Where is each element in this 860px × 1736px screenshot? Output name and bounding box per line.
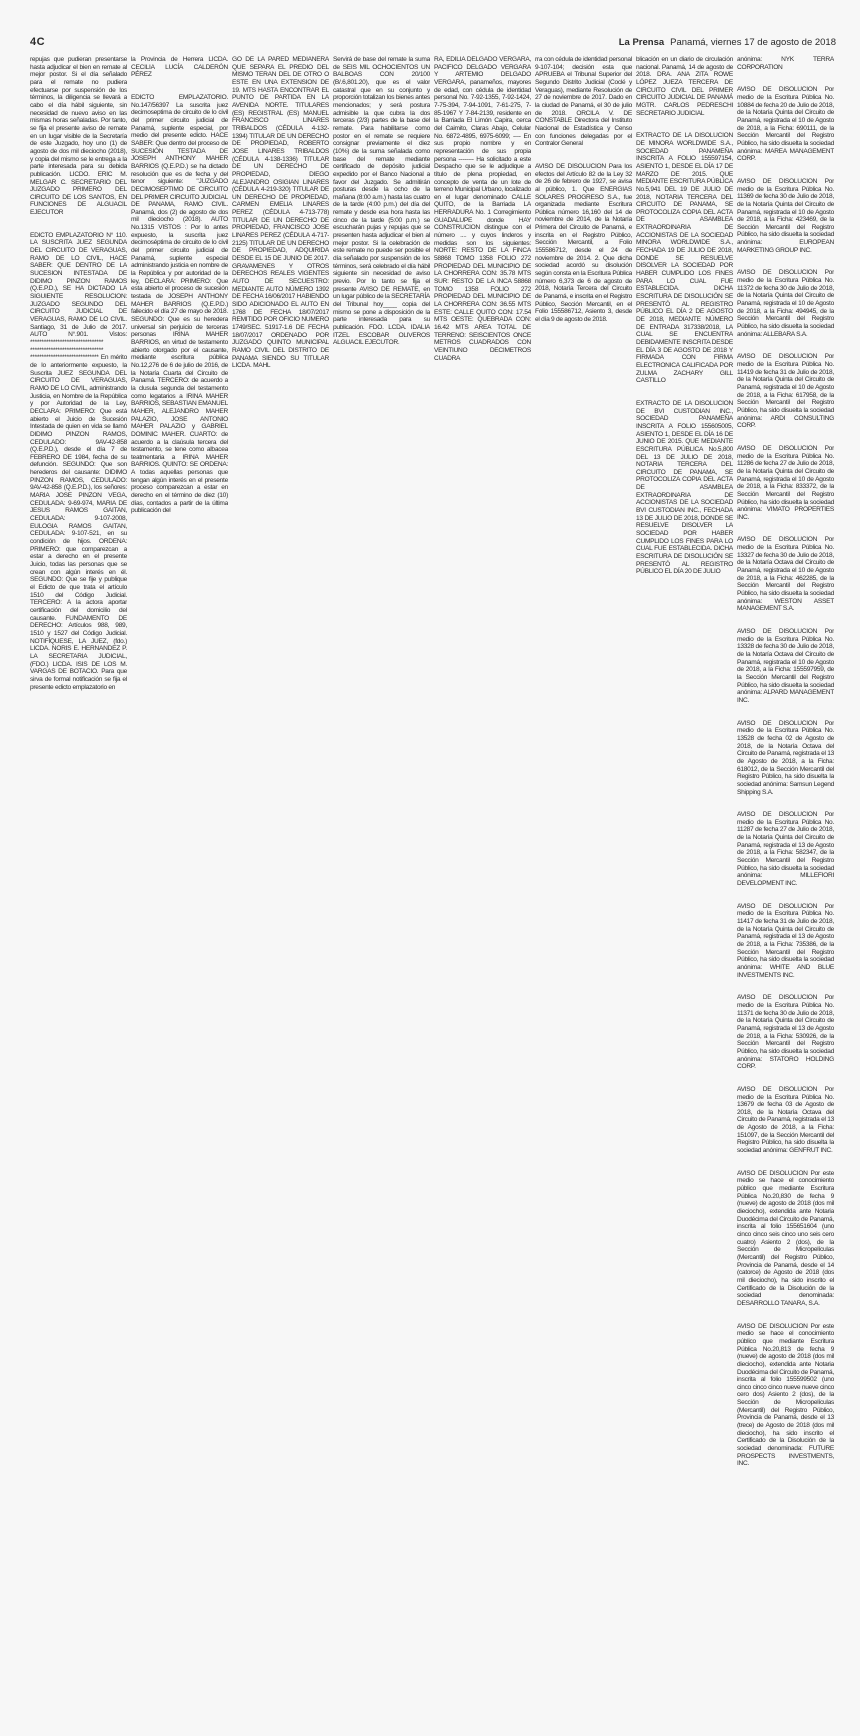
- legal-notice: AVISO DE DISOLUCION Para los efectos del Artículo 82 de la Ley 32 de 26 de febrero de 1927, se avisa al público, 1. Que ENERGIAS SOLARES PROGRESO S.A., fue organizada mediante Escritura Pública número 16,160 del 14 de noviembre de 2014, de la Notaría Primera del Circuito de Panamá, e inscrita en el Registro Público, Sección Mercantil, a Folio 155586712, desde el 24 de noviembre de 2014. 2. Que dicha sociedad acordó su disolución según consta en la Escritura Pública número 6,373 de 6 de agosto de 2018, Notaría Tercera del Circuito de Panamá, e inscrita en el Registro Público, Sección Mercantil, en el Folio 155586712, Asiento 3, desde el día 9 de agosto de 2018.: [535, 162, 632, 323]
- newspaper-name: La Prensa: [618, 37, 665, 48]
- legal-notice: anónima: NYK TERRA CORPORATION: [737, 56, 834, 71]
- column-7: [636, 56, 733, 1726]
- legal-notice: AVISO DE DISOLUCION Por este medio se hace el conocimiento público que mediante Escritura Pública No.20,830 de fecha 9 (nueve) de agosto de 2018 (dos mil dieciocho), extendida ante Notaria Duodécima del Circuito de Panamá, inscrita al folio 155651604 (uno cinco cinco seis cinco uno seis cero cuatro) Asiento 2 (dos), de la Sección de Micropelículas (Mercantil) del Registro Público, Provincia de Panamá, desde el 14 (catorce) de Agosto de 2018 (dos mil dieciocho), ha sido inscrito el Certificado de la Disolución de la sociedad denominada: DESARROLLO TANARA, S.A.: [737, 1169, 834, 1307]
- column-6: [535, 56, 632, 1726]
- legal-notice: rra con cédula de identidad personal 9-107-104; decisión esta que APRUEBA el Tribunal Superior del Segundo Distrito Judicial (Coclé y Veraguas), mediante Resolución de 27 de noviembre de 2017. Dado en la ciudad de Panamá, el 30 de julio de 2018. ORCILA V. DE CONSTABLE Directora del Instituto Nacional de Estadística y Censo con funciones delegadas por el Contralor General: [535, 56, 632, 148]
- page-header: [619, 37, 836, 48]
- column-8: [737, 56, 834, 1726]
- legal-notice: blicación en un diario de circulación nacional. Panamá, 14 de agosto de 2018. DRA. ANA ZITA ROWE LÓPEZ JUEZA TERCERA DE CIRCUITO CIVIL DEL PRIMER CIRCUITO JUDICIAL DE PANAMÁ MGTR. CARLOS PEDRESCHI SECRETARIO JUDICIAL: [636, 56, 733, 117]
- issue-date: Panamá, viernes 17 de agosto de 2018: [670, 37, 836, 48]
- legal-notice: AVISO DE DISOLUCION Por medio de la Escritura Pública No. 13528 de fecha 02 de Agosto de 2018, de la Notaría Octava del Circuito de Panamá, registrada el 13 de Agosto de 2018, a la Ficha: 618012, de la Sección Mercantil del Registro Público, ha sido disuelta la sociedad anónima: Samsun Legend Shipping S.A.: [737, 719, 834, 796]
- column-3: [232, 56, 329, 1726]
- legal-notice: la Provincia de Herrera LICDA. CECILIA LUCÍA CALDERÓN PÉREZ: [131, 56, 228, 79]
- legal-notice: AVISO DE DISOLUCION Por medio de la Escritura Pública No. 10884 de fecha 20 de Julio de 2018, de la Notaría Quinta del Circuito de Panamá, registrada el 10 de Agosto de 2018, a la Ficha: 690111, de la Sección Mercantil del Registro Público, ha sido disuelta la sociedad anónima: MAREA MANAGEMENT CORP.: [737, 86, 834, 163]
- column-5: [434, 56, 531, 1726]
- legal-notice: EDICTO EMPLAZATORIO N° 110. LA SUSCRITA JUEZ SEGUNDA DEL CIRCUITO DE VERAGUAS, RAMO DE LO CIVIL, HACE SABER: QUE DENTRO DE LA SUCESION INTESTADA DE DIDIMO PINZON RAMOS (Q.E.P.D.), SE HA DICTADO LA SIGUIENTE RESOLUCION: JUZGADO SEGUNDO DEL CIRCUITO JUDICIAL DE VERAGUAS, RAMO DE LO CIVIL. Santiago, 31 de Julio de 2017. AUTO N°.901. Vistos: ******************************** ******************************** ****************************** En mérito de lo anteriormente expuesto, la Suscrita JUEZ SEGUNDA DEL CIRCUITO DE VERAGUAS, RAMO DE LO CIVIL, administrando Justicia, en Nombre de la República y por Autoridad de la Ley, DECLARA: PRIMERO: Que está abierto el Juicio de Sucesión Intestada de quien en vida se llamó DIDIMO PINZON RAMOS, CEDULADO: 9AV-42-858 (Q.E.P.D.), desde el día 7 de FEBRERO DE 1984, fecha de su defunción. SEGUNDO: Que son herederos del causante: DIDIMO PINZON RAMOS, CEDULADO: 9AV-42-858 (Q.E.P.D.), los señores: MARIA JOSE PINZON VEGA, CEDULADA: 9-69-974, MARIA DE JESUS RAMOS GAITAN, CEDULADA: 9-107-2008, EULOGIA RAMOS GAITAN, CEDULADA: 9-107-521, en su condición de hijos. ORDENA: PRIMERO: que comparezcan a estar a derecho en el presente Juicio, todas las personas que se crean con algún interés en él. SEGUNDO: Que se fije y publique el Edicto de que trata el artículo 1510 del Código Judicial. TERCERO: A la actora aportar certificación del domicilio del causante. FUNDAMENTO DE DERECHO: Artículos 988, 989, 1510 y 1527 del Código Judicial. NOTIFÍQUESE, LA JUEZ, (fdo.) LICDA. NORIS E. HERNANDEZ P. LA SECRETARIA JUDICIAL, (FDO.) LICDA. ISIS DE LOS M. VARGAS DE BOTACIO. Para que sirva de formal notificación se fija el presente edicto emplazatorio en: [30, 231, 127, 691]
- legal-notice: AVISO DE DISOLUCION Por este medio se hace el conocimiento público que mediante Escritura Pública No.20,813 de fecha 9 (nueve) de agosto de 2018 (dos mil dieciocho), extendida ante Notaria Duodécima del Circuito de Panamá, inscrita al folio 155599502 (uno cinco cinco cinco nueve nueve cinco cero dos) Asiento 2 (dos), de la Sección de Micropelículas (Mercantil) del Registro Público, Provincia de Panamá, desde el 13 (trece) de Agosto de 2018 (dos mil dieciocho), ha sido inscrito el Certificado de la Disolución de la sociedad denominada: FUTURE PROSPECTS INVESTMENTS, INC.: [737, 1322, 834, 1468]
- legal-notice: GO DE LA PARED MEDIANERA QUE SEPARA EL PREDIO DEL MISMO TERAN DEL DE OTRO O ESTE EN UNA EXTENSION DE 19. MTS HASTA ENCONTRAR EL PUNTO DE PARTIDA EN LA AVENIDA NORTE. TITULARES (ES) REGISTRAL (ES) MANUEL FRANCISCO LINARES TRIBALDOS (CÉDULA 4-132-1394) TITULAR DE UN DERECHO DE PROPIEDAD, ROBERTO JOSE LINARES TRIBALDOS (CÉDULA 4-138-1336) TITULAR DE UN DERECHO DE PROPIEDAD, DIEGO ALEJANDRO OSIGIAN LINARES (CÉDULA 4-219-320) TITULAR DE UN DERECHO DE PROPIEDAD, CARMEN EMELIA LINARES PEREZ (CÉDULA 4-713-778) TITULAR DE UN DERECHO DE PROPIEDAD, FRANCISCO JOSE LINARES PEREZ (CÉDULA 4-717-2125) TITULAR DE UN DERECHO DE PROPIEDAD, ADQUIRIDA DESDE EL 15 DE JUNIO DE 2017. GRAVAMENES Y OTROS DERECHOS REALES VIGENTES AUTO DE SECUESTRO: MEDIANTE AUTO NÚMERO 1392 DE FECHA 16/06/2017 HABIENDO SIDO ADICIONADO EL AUTO EN 1768 DE FECHA 18/07/2017 REMITIDO POR OFICIO NUMERO 1749/SEC. 51917-1.6 DE FECHA 18/07/2017 ORDENADO POR JUZGADO QUINTO MUNICIPAL RAMO CIVIL DEL DISTRITO DE PANAMA SIENDO SU TITULAR LICDA. MAHL: [232, 56, 329, 370]
- legal-notice: EDICTO EMPLAZATORIO. No.147/56397 La suscrita juez decimoseptima de circuito de lo civil del primer circuito judicial de Panamá, suplente especial, por medio del presente edicto. HACE SABER: Que dentro del proceso de SUCESIÓN TESTADA DE JOSEPH ANTHONY MAHER BARRIOS (Q.E.P.D.) se ha dictado resolución que es de fecha y del tenor siguiente: "JUZGADO DECIMOSEPTIMO DE CIRCUITO DEL PRIMER CIRCUITO JUDICIAL DE PANAMA, RAMO CIVIL. Panamá, dos (2) de agosto de dos mil dieciocho (2018). AUTO No.1315 VISTOS : Por lo antes expuesto, la suscrita juez decimoséptima de circuito de lo civil del primer circuito judicial de Panamá, suplente especial administrando justicia en nombre de la República y por autoridad de la ley, DECLARA: PRIMERO: Que esta abierto el proceso de sucesión testada de JOSEPH ANTHONY MAHER BARRIOS (Q.E.P.D.) fallecido el día 27 de mayo de 2018. SEGUNDO: Que es su heredera universal sin perjuicio de terceras personas IRINA MAHER BARRIOS, en virtud de testamento abierto otorgado por el causante, mediante escritura pública No.12,276 de 6 de julio de 2016, de la Notaría Cuarta del Circuito de Panamá. TERCERO: de acuerdo a la clusula segunda del testamento como legatarios a IRINA MAHER BARRIOS, SEBASTIAN EMANUEL MAHER, ALEJANDRO MAHER PALAZIO, JOSE ANTONIO MAHER PALAZIO y GABRIEL DOMINIC MAHER. CUARTO: de acuerdo a la claúsula tercera del testamento, se tene como albacea teatmentaria a IRINA MAHER BARRIOS. QUINTO: SE ORDENA: A todas aquellas personas que tengan algún interés en el presente proceso comparezcan a estar en derecho en el término de diez (10) días, contados a partir de la última publicación del: [131, 93, 228, 515]
- legal-notice: EXTRACTO DE LA DISOLUCION DE MINORA WORLDWIDE S.A., SOCIEDAD PANAMEÑA INSCRITA A FOLIO 155597154, ASIENTO 1, DESDE EL DÍA 17 DE MARZO DE 2015. QUE MEDIANTE ESCRITURA PÚBLICA No.5,941 DEL 19 DE JULIO DE 2018, NOTARIA TERCERA DEL CIRCUITO DE PANAMA, SE PROTOCOLIZA COPIA DEL ACTA DE ASAMBLEA EXTRAORDINARIA DE ACCIONISTAS DE LA SOCIEDAD MINORA WORLDWIDE S.A., FECHADA 19 DE JULIO DE 2018, DONDE SE RESUELVE DISOLVER LA SOCIEDAD POR HABER CUMPLIDO LOS FINES PARA LO CUAL FUE ESTABLECIDA. DICHA ESCRITURA DE DISOLUCIÓN SE PRESENTÓ AL REGISTRO PÚBLICO EL DÍA 2 DE AGOSTO DE 2018, MEDIANTE NÚMERO DE ENTRADA 317338/2018, LA CUAL SE ENCUENTRA DEBIDAMENTE INSCRITA DESDE EL DÍA 3 DE AGOSTO DE 2018 Y FIRMADA CON FIRMA ELECTRONICA CALIFICADA POR ZULMA ZACHARY GILL CASTILLO: [636, 132, 733, 385]
- legal-notice: AVISO DE DISOLUCION Por medio de la Escritura Pública No. 13328 de fecha 30 de Julio de 2018, de la Notaría Octava del Circuito de Panamá, registrada el 10 de Agosto de 2018, a la Ficha: 155597959, de la Sección Mercantil del Registro Público, ha sido disuelta la sociedad anónima: ALPARD MANAGEMENT INC.: [737, 628, 834, 704]
- legal-notice: AVISO DE DISOLUCION Por medio de la Escritura Pública No. 11417 de fecha 31 de Julio de 2018, de la Notaría Quinta del Circuito de Panamá, registrada el 13 de Agosto de 2018, a la Ficha: 735386, de la Sección Mercantil del Registro Público, ha sido disuelta la sociedad anónima: WHITE AND BLUE INVESTMENTS INC.: [737, 902, 834, 979]
- legal-notice: AVISO DE DISOLUCION Por medio de la Escritura Pública No. 11372 de fecha 30 de Julio de 2018, de la Notaría Quinta del Circuito de Panamá, registrada el 10 de Agosto de 2018, a la Ficha: 494945, de la Sección Mercantil del Registro Público, ha sido disuelta la sociedad anónima: ALLEBARA S.A.: [737, 269, 834, 338]
- column-1: [30, 56, 127, 1726]
- legal-notice: EXTRACTO DE LA DISOLUCION DE BVI CUSTODIAN INC., SOCIEDAD PANAMEÑA INSCRITA A FOLIO 155605005, ASIENTO 1, DESDE EL DÍA 16 DE JUNIO DE 2015. QUE MEDIANTE ESCRITURA PÚBLICA No.5,800 DEL 13 DE JULIO DE 2018, NOTARIA TERCERA DEL CIRCUITO DE PANAMA, SE PROTOCOLIZA COPIA DEL ACTA DE ASAMBLEA EXTRAORDINARIA DE ACCIONISTAS DE LA SOCIEDAD BVI CUSTODIAN INC., FECHADA 13 DE JULIO DE 2018, DONDE SE RESUELVE DISOLVER LA SOCIEDAD POR HABER CUMPLIDO LOS FINES PARA LO CUAL FUE ESTABLECIDA. DICHA ESCRITURA DE DISOLUCIÓN SE PRESENTÓ AL REGISTRO PÚBLICO EL DÍA 20 DE JULIO: [636, 399, 733, 576]
- legal-notice: repujas que pudieran presentarse hasta adjudicar el bien en remate al mejor postor. Si el día señalado para el remate no pudiera efectuarse por suspensión de los términos, la diligencia se llevará a cabo el día hábil siguiente, sin necesidad de nuevo aviso en las mismas horas señaladas. Por tanto, se fija el presente aviso de remate en un lugar visible de la Secretaría de este Juzgado, hoy uno (1) de agosto de dos mil dieciocho (2018), y copia del mismo se le entrega a la parte interesada para su debida publicación. LICDO. ERIC M. MELGAR C. SECRETARIO DEL JUZGADO PRIMERO DEL CIRCUITO DE LOS SANTOS, EN FUNCIONES DE ALGUACIL EJECUTOR: [30, 56, 127, 217]
- legal-notice: AVISO DE DISOLUCION Por medio de la Escritura Pública No. 11371 de fecha 30 de Julio de 2018, de la Notaría Quinta del Circuito de Panamá, registrada el 13 de Agosto de 2018, a la Ficha: 530926, de la Sección Mercantil del Registro Público, ha sido disuelta la sociedad anónima: STATORO HOLDING CORP.: [737, 994, 834, 1071]
- legal-notice: AVISO DE DISOLUCION Por medio de la Escritura Pública No. 11287 de fecha 27 de Julio de 2018, de la Notaría Quinta del Circuito de Panamá, registrada el 13 de Agosto de 2018, a la Ficha: 582347, de la Sección Mercantil del Registro Público, ha sido disuelta la sociedad anónima: MILLEFIORI DEVELOPMENT INC.: [737, 811, 834, 888]
- page-number: 4C: [30, 36, 46, 48]
- legal-notice: AVISO DE DISOLUCION Por medio de la Escritura Pública No. 11419 de fecha 31 de Julio de 2018, de la Notaría Quinta del Circuito de Panamá, registrada el 10 de Agosto de 2018, a la Ficha: 617958, de la Sección Mercantil del Registro Público, ha sido disuelta la sociedad anónima: ARDI CONSULTING CORP.: [737, 353, 834, 430]
- legal-notice: AVISO DE DISOLUCION Por medio de la Escritura Pública No. 11286 de fecha 27 de Julio de 2018, de la Notaría Quinta del Circuito de Panamá, registrada el 10 de Agosto de 2018, a la Ficha: 833372, de la Sección Mercantil del Registro Público, ha sido disuelta la sociedad anónima: VIMATO PROPERTIES INC.: [737, 444, 834, 521]
- legal-notice: AVISO DE DISOLUCION Por medio de la Escritura Pública No. 11369 de fecha 30 de Julio de 2018, de la Notaría Quinta del Circuito de Panamá, registrada el 10 de Agosto de 2018, a la Ficha: 423469, de la Sección Mercantil del Registro Público, ha sido disuelta la sociedad anónima: EUROPEAN MARKETING GROUP INC.: [737, 177, 834, 254]
- column-2: [131, 56, 228, 1726]
- legal-notice: AVISO DE DISOLUCION Por medio de la Escritura Pública No. 13679 de fecha 03 de Agosto de 2018, de la Notaría Octava del Circuito de Panamá, registrada el 13 de Agosto de 2018, a la Ficha: 151097, de la Sección Mercantil del Registro Público, ha sido disuelta la sociedad anónima: GENFRUT INC.: [737, 1085, 834, 1155]
- column-4: [333, 56, 430, 1726]
- legal-notice: Servirá de base del remate la suma de SEIS MIL OCHOCIENTOS UN BALBOAS CON 20/100 (B/.6,801.20), que es el valor catastral que en su conjunto y proporción totalizan los bienes antes mencionados; y será postura admisible la que cubra la dos terceras (2/3) partes de la base del remate. Para habilitarse como postor en el remate se requiere consignar previamente el diez (10%) de la suma señalada como base del remate mediante certificado de depósito judicial expedido por el Banco Nacional a favor del Juzgado. Se admitirán posturas desde la ocho de la mañana (8:00 a.m.) hasta las cuatro de la tarde (4:00 p.m.) del día del remate y desde esa hora hasta las cinco de la tarde (5:00 p.m.) se escucharán pujas y repujas que se presenten hasta adjudicar el bien al mejor postor. Si la celebración de este remate no puede ser posible el día señalado por suspensión de los términos, será celebrado el día hábil siguiente sin necesidad de aviso previo. Por lo tanto se fija el presente AVISO DE REMATE, en un lugar público de la SECRETARÍA del Tribunal hoy____ copia del mismo se pone a disposición de la parte interesada para su publicación. FDO. LCDA. IDALIA ITZEL ESCOBAR OLIVEROS ALGUACIL EJECUTOR.: [333, 56, 430, 347]
- legal-notice: AVISO DE DISOLUCION Por medio de la Escritura Pública No. 13327 de fecha 30 de Julio de 2018, de la Notaría Octava del Circuito de Panamá, registrada el 10 de Agosto de 2018, a la Ficha: 462285, de la Sección Mercantil del Registro Público, ha sido disuelta la sociedad anónima: WESTON ASSET MANAGEMENT S.A.: [737, 536, 834, 613]
- legal-notice: RA, EDILIA DELGADO VERGARA, PACIFICO DELGADO VERGARA Y ARTEMIO DELGADO VERGARA, panameños, mayores de edad, con cédula de identidad personal No. 7-92-1355, 7-92-1424, 7-75-394, 7-94-1091, 7-61-275, 7-85-1967 Y 7-84-2139, residente en la Barriada El Limón Capira, cerca del Caimito, Claras Abajo, Celular No. 6872-4895, 6975-6099; ---- En sus propio nombre y en representación de sus propia persona -------- Ha solicitado a este Despacho que se le adjudique a título de plena propiedad, en concepto de venta de un lote de terreno Municipal Urbano, localizado en el lugar denominado CALLE QUITO, de la Barriada LA HERRADURA No. 1 Corregimiento GUADALUPE donde HAY CONSTRUCION distingue con el número .... y cuyos linderos y medidas son los siguientes: NORTE: RESTO DE LA FINCA 58868 TOMO 1358 FOLIO 272 PROPIEDAD DEL MUNICIPIO DE LA CHORRERA CON: 35.78 MTS SUR: RESTO DE LA INCA 58868 TOMO 1358 FOLIO 272 PROPIEDAD DEL MUNICIPIO DE LA CHORRERA CON: 36.55 MTS ESTE: CALLE QUITO CON: 17.54 MTS OESTE: QUEBRADA CON: 16.42 MTS AREA TOTAL DE TERRENO: SEISCIENTOS ONCE METROS CUADRADOS CON VEINTIUNO DECIMETROS CUADRA: [434, 56, 531, 362]
